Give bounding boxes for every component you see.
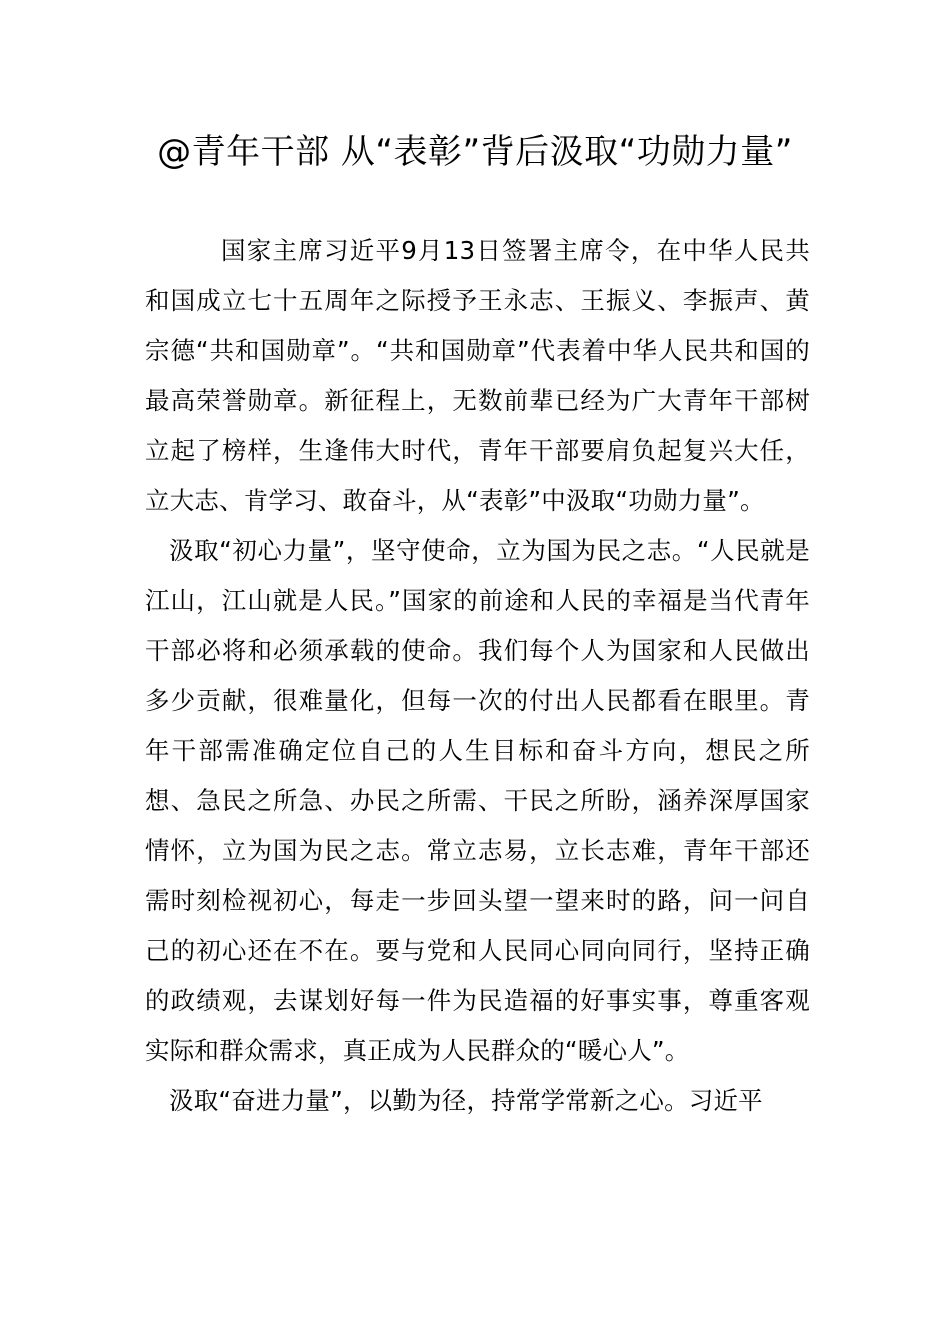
paragraph-intro: 国家主席习近平9月13日签署主席令，在中华人民共和国成立七十五周年之际授予王永志、王振义、李振声、黄宗德“共和国勋章”。“共和国勋章”代表着中华人民共和国的最高荣誉勋章。新征程上，无数前辈已经为广大青年干部树立起了榜样，生逢伟大时代，青年干部要肩负起复兴大任，立大志、肯学习、敢奋斗，从“表彰”中汲取“功勋力量”。 (145, 236, 810, 515)
document-body (145, 226, 810, 1126)
paragraph-initial-aspiration: 汲取“初心力量”，坚守使命，立为国为民之志。“人民就是江山，江山就是人民。”国家的前途和人民的幸福是当代青年干部必将和必须承载的使命。我们每个人为国家和人民做出多少贡献，很难量化，但每一次的付出人民都看在眼里。青年干部需准确定位自己的人生目标和奋斗方向，想民之所想、急民之所急、办民之所需、干民之所盼，涵养深厚国家情怀，立为国为民之志。常立志易，立长志难，青年干部还需时刻检视初心，每走一步回头望一望来时的路，问一问自己的初心还在不在。要与党和人民同心同向同行，坚持正确的政绩观，去谋划好每一件为民造福的好事实事，尊重客观实际和群众需求，真正成为人民群众的“暖心人”。 (145, 536, 810, 1065)
document-title: @青年干部 从“表彰”背后汲取“功勋力量” (157, 132, 793, 172)
paragraph-striving: 汲取“奋进力量”，以勤为径，持常学常新之心。习近平 (169, 1086, 763, 1115)
